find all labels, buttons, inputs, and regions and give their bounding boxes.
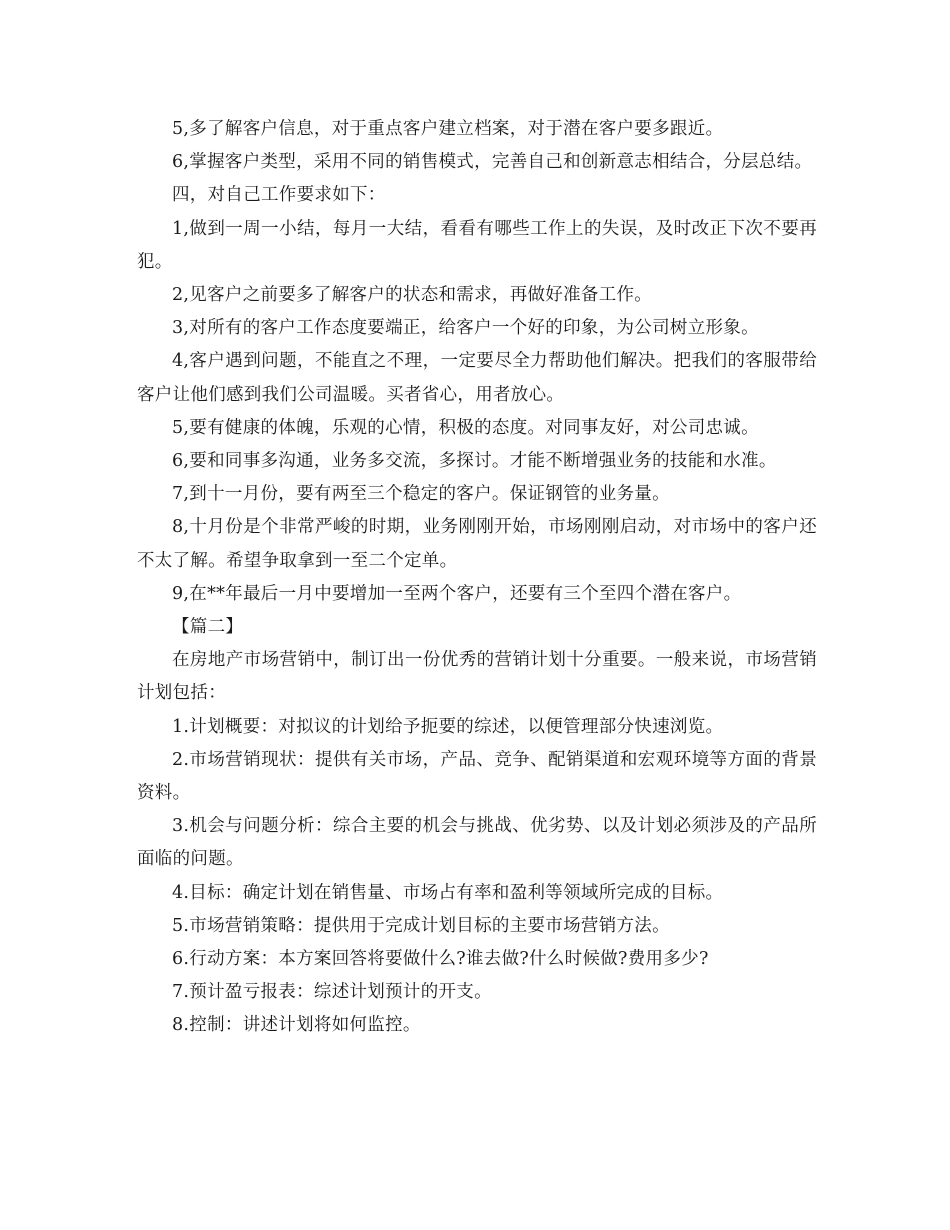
section-heading-part-two: 【篇二】 [172,617,244,638]
paragraph-requirement-2: 2,见客户之前要多了解客户的状态和需求，再做好准备工作。 [172,285,653,306]
paragraph-plan-item-4: 4.目标：确定计划在销售量、市场占有率和盈利等领域所完成的目标。 [172,882,724,903]
paragraph-requirement-9: 9,在**年最后一月中要增加一至两个客户，还要有三个至四个潜在客户。 [172,583,742,604]
paragraph-plan-item-6: 6.行动方案：本方案回答将要做什么?谁去做?什么时候做?费用多少? [172,949,709,970]
paragraph-plan-item-2: 2.市场营销现状：提供有关市场，产品、竞争、配销渠道和宏观环境等方面的背景资料。 [137,749,817,804]
paragraph-plan-item-1: 1.计划概要：对拟议的计划给予扼要的综述，以便管理部分快速浏览。 [172,716,724,737]
paragraph-requirement-1: 1,做到一周一小结，每月一大结，看看有哪些工作上的失误，及时改正下次不要再犯。 [137,218,817,272]
paragraph-requirement-6: 6,要和同事多沟通，业务多交流，多探讨。才能不断增强业务的技能和水准。 [172,451,777,472]
paragraph-plan-item-5: 5.市场营销策略：提供用于完成计划目标的主要市场营销方法。 [172,915,670,936]
paragraph-requirement-5: 5,要有健康的体魄，乐观的心情，积极的态度。对同事友好，对公司忠诚。 [172,417,759,438]
paragraph-plan-item-7: 7.预计盈亏报表：综述计划预计的开支。 [172,982,492,1003]
paragraph-item-5-customer-info: 5,多了解客户信息，对于重点客户建立档案，对于潜在客户要多跟近。 [172,119,724,139]
paragraph-requirement-7: 7,到十一月份，要有两至三个稳定的客户。保证钢管的业务量。 [172,484,670,505]
section-heading-work-requirements: 四，对自己工作要求如下： [172,185,386,206]
paragraph-plan-item-8: 8.控制：讲述计划将如何监控。 [172,1015,421,1036]
paragraph-plan-item-3: 3.机会与问题分析：综合主要的机会与挑战、优劣势、以及计划必须涉及的产品所面临的问题。 [137,816,817,870]
paragraph-requirement-4: 4,客户遇到问题，不能直之不理，一定要尽全力帮助他们解决。把我们的客服带给客户让他们感到我们公司温暖。买者省心，用者放心。 [137,351,817,405]
paragraph-intro-marketing-plan: 在房地产市场营销中，制订出一份优秀的营销计划十分重要。一般来说，市场营销计划包括： [137,650,817,704]
paragraph-requirement-8: 8,十月份是个非常严峻的时期，业务刚刚开始，市场刚刚启动，对市场中的客户还不太了解。希望争取拿到一至二个定单。 [137,517,817,571]
paragraph-item-6-customer-types: 6,掌握客户类型，采用不同的销售模式，完善自己和创新意志相结合，分层总结。 [172,152,813,173]
document-body [137,113,817,1043]
paragraph-requirement-3: 3,对所有的客户工作态度要端正，给客户一个好的印象，为公司树立形象。 [172,318,759,339]
